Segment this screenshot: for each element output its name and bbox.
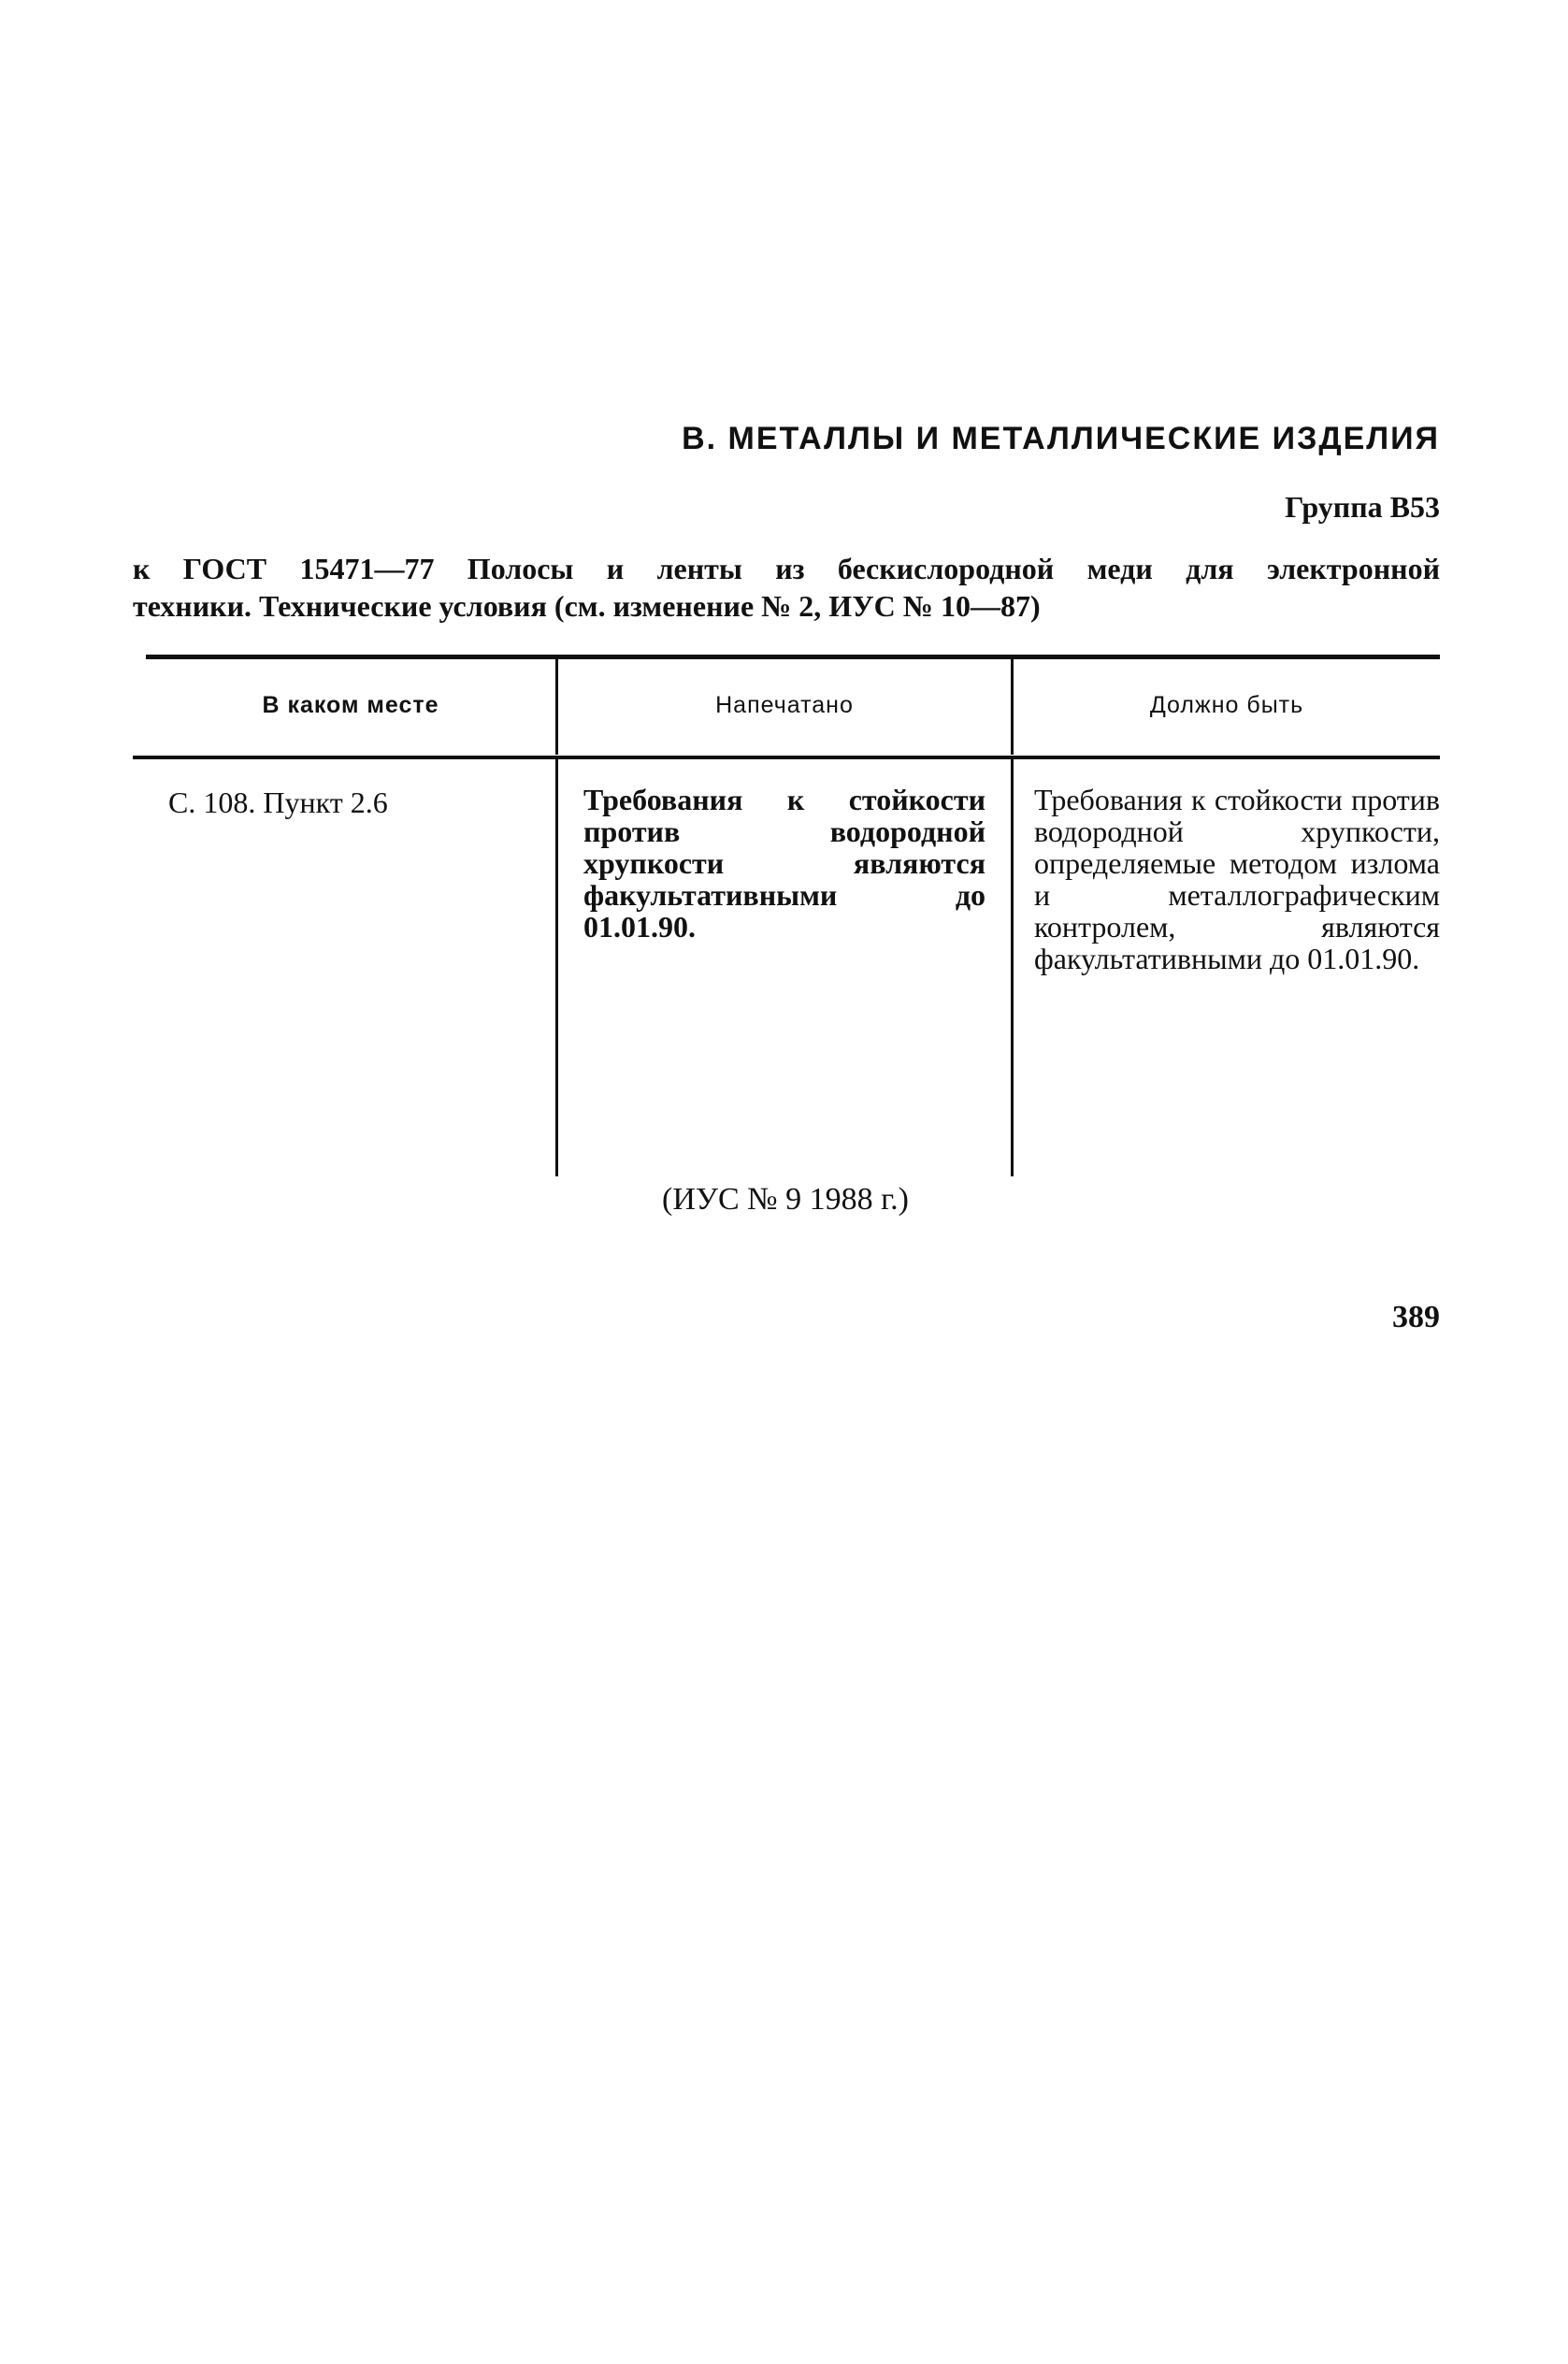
amendment-intro-line-2: техники. Технические условия (см. изменение № 2, ИУС № 10—87) [133, 589, 1041, 623]
table-top-rule [146, 655, 1440, 659]
group-label: Группа В53 [1285, 490, 1440, 524]
cell-printed: Требования к стойкости против водородной хрупкости являются факультативными до 01.01.90. [583, 783, 985, 944]
table-header-rule [133, 756, 1440, 759]
source-reference: (ИУС № 9 1988 г.) [662, 1182, 909, 1217]
amendment-intro-line-1: к ГОСТ 15471—77 Полосы и ленты из бескислородной меди для электронной [133, 552, 1440, 585]
section-title: В. МЕТАЛЛЫ И МЕТАЛЛИЧЕСКИЕ ИЗДЕЛИЯ [682, 421, 1440, 456]
header-printed: Напечатано [715, 692, 854, 718]
cell-should-be: Требования к стойкости против водородной хрупкости, определяемые методом излома и металлографическим контролем, являются факультативными до 01.01.90. [1034, 783, 1440, 975]
table-body-divider-2 [1011, 759, 1014, 1176]
header-should-be: Должно быть [1149, 692, 1304, 718]
page-number: 389 [1392, 1300, 1440, 1334]
table-body-divider-1 [555, 759, 558, 1176]
amendment-intro [133, 550, 1440, 625]
cell-place: С. 108. Пункт 2.6 [168, 786, 388, 819]
header-place: В каком месте [262, 692, 439, 718]
